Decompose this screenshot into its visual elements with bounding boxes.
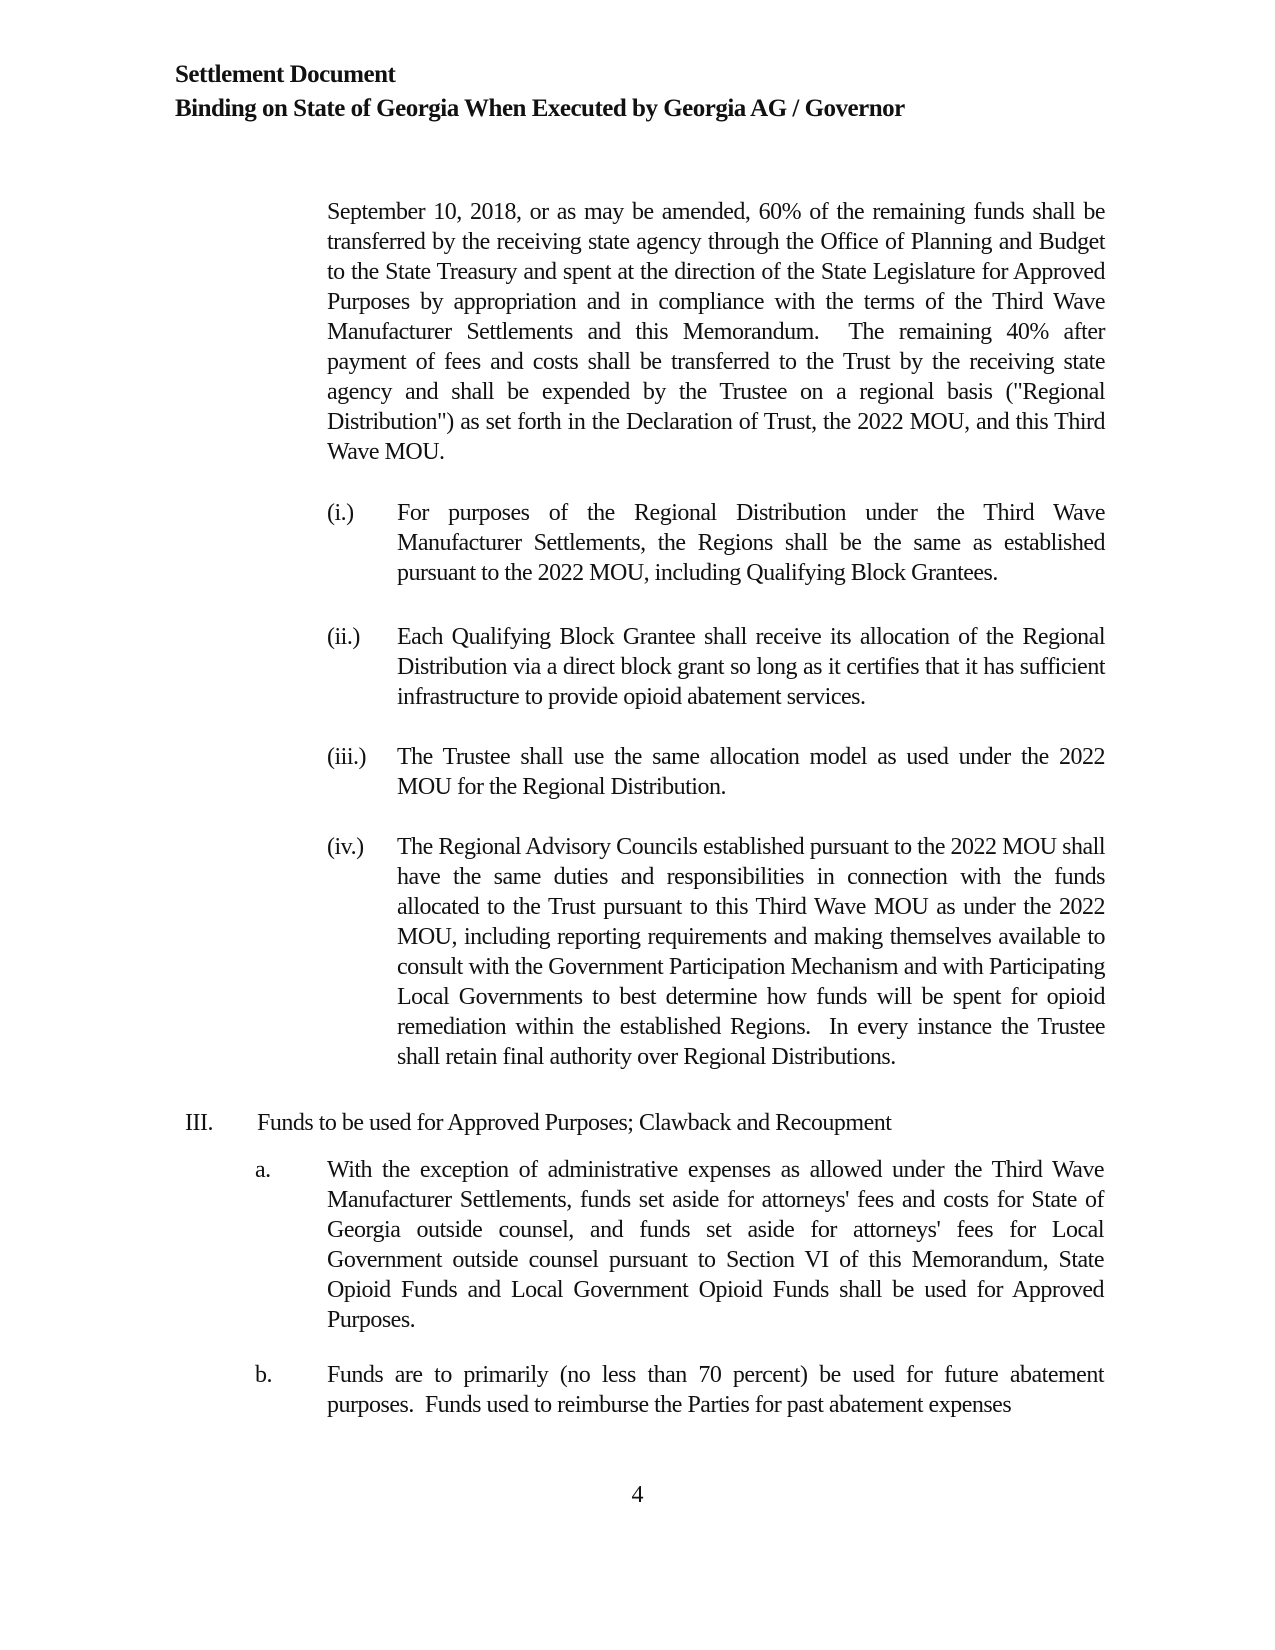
- roman-item-iv-label: (iv.): [327, 834, 364, 860]
- roman-item-iii-text: The Trustee shall use the same allocation model as used under the 2022 MOU for the Regional Distribution.: [397, 744, 1111, 800]
- section-iii-title: Funds to be used for Approved Purposes; Clawback and Recoupment: [257, 1110, 892, 1136]
- section-iii-heading: [185, 1108, 1105, 1138]
- roman-item-iii: [327, 742, 1111, 802]
- roman-item-iv: [327, 832, 1111, 1072]
- opening-paragraph: September 10, 2018, or as may be amended, 60% of the remaining funds shall be transferred by the receiving state agency through the Office of Planning and Budget to the State Treasury and spent at the direction of the State Legislature for Approved Purposes by appropriation and in compliance with the terms of the Third Wave Manufacturer Settlements and this Memorandum. The remaining 40% after payment of fees and costs shall be transferred to the Trust by the receiving state agency and shall be expended by the Trustee on a regional basis ("Regional Distribution") as set forth in the Declaration of Trust, the 2022 MOU, and this Third Wave MOU.: [327, 199, 1111, 465]
- roman-item-ii-label: (ii.): [327, 624, 360, 650]
- lettered-item-a-label: a.: [255, 1157, 271, 1183]
- lettered-item-a-text: With the exception of administrative expenses as allowed under the Third Wave Manufacturer Settlements, funds set aside for attorneys' fees and costs for State of Georgia outside counsel, and funds set aside for attorneys' fees for Local Government outside counsel pursuant to Section VI of this Memorandum, State Opioid Funds and Local Government Opioid Funds shall be used for Approved Purposes.: [327, 1157, 1110, 1333]
- header-title-line-2: Binding on State of Georgia When Executed by Georgia AG / Governor: [175, 95, 905, 122]
- lettered-item-b-text: Funds are to primarily (no less than 70 percent) be used for future abatement purposes. Funds used to reimburse the Parties for past abatement expenses: [327, 1362, 1110, 1418]
- page-number: 4: [631, 1482, 644, 1508]
- roman-item-i-text: For purposes of the Regional Distribution under the Third Wave Manufacturer Settlements, the Regions shall be the same as established pursuant to the 2022 MOU, including Qualifying Block Grantees.: [397, 500, 1111, 586]
- document-header: [175, 58, 1135, 126]
- roman-item-iv-text: The Regional Advisory Councils established pursuant to the 2022 MOU shall have the same duties and responsibilities in connection with the funds allocated to the Trust pursuant to this Third Wave MOU as under the 2022 MOU, including reporting requirements and making themselves available to consult with the Government Participation Mechanism and with Participating Local Governments to best determine how funds will be spent for opioid remediation within the established Regions. In every instance the Trustee shall retain final authority over Regional Distributions.: [397, 834, 1111, 1070]
- lettered-item-b-label: b.: [255, 1362, 272, 1388]
- roman-item-ii-text: Each Qualifying Block Grantee shall receive its allocation of the Regional Distribution via a direct block grant so long as it certifies that it has sufficient infrastructure to provide opioid abatement services.: [397, 624, 1111, 710]
- roman-item-ii: [327, 622, 1111, 712]
- lettered-item-a: [255, 1155, 1110, 1335]
- lettered-item-b: [255, 1360, 1110, 1420]
- roman-item-i-label: (i.): [327, 500, 354, 526]
- roman-item-i: [327, 498, 1111, 588]
- header-title-line-1: Settlement Document: [175, 61, 396, 88]
- roman-item-iii-label: (iii.): [327, 744, 366, 770]
- section-iii-label: III.: [185, 1110, 213, 1136]
